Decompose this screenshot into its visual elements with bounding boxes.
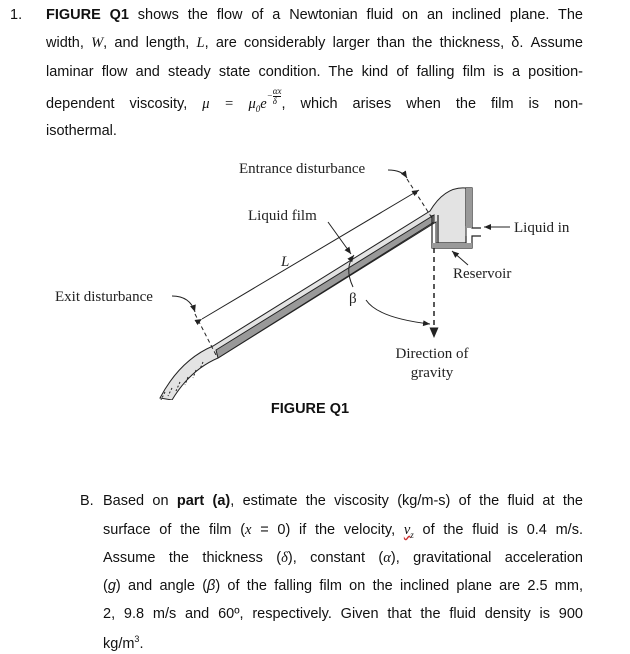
part-ref: part (a) bbox=[176, 493, 231, 509]
text: ( bbox=[103, 578, 108, 594]
question-line-5: isothermal. bbox=[46, 123, 117, 139]
text: Assume the thickness ( bbox=[103, 550, 282, 566]
var-g: g bbox=[107, 578, 116, 594]
text: Based on bbox=[103, 493, 177, 509]
question-number: 1. bbox=[10, 7, 23, 23]
part-b-line-6 bbox=[103, 634, 583, 652]
superscript: 3 bbox=[134, 634, 140, 644]
text: shows the flow of a Newtonian fluid on an inclined plane. The bbox=[128, 7, 583, 23]
part-b-line-2 bbox=[103, 522, 583, 540]
v: v bbox=[403, 522, 411, 538]
exp-sign: − bbox=[266, 90, 273, 101]
text: = 0) if the velocity, bbox=[251, 522, 404, 538]
figure-ref: FIGURE Q1 bbox=[46, 7, 129, 23]
text: surface of the film ( bbox=[103, 522, 246, 538]
exit-leader bbox=[172, 296, 195, 312]
exp-den: δ bbox=[272, 96, 277, 106]
text: dependent viscosity, bbox=[46, 95, 203, 112]
text: ) and angle ( bbox=[115, 578, 208, 594]
label-length: L bbox=[281, 254, 290, 270]
z: z bbox=[410, 529, 414, 540]
text: , which arises when the film is non- bbox=[281, 95, 583, 112]
part-b-line-1 bbox=[103, 493, 583, 509]
var-l: L bbox=[196, 35, 205, 51]
part-b-line-3 bbox=[103, 550, 583, 567]
entrance-leader bbox=[388, 170, 407, 178]
label-beta: β bbox=[349, 291, 357, 307]
figure-caption: FIGURE Q1 bbox=[270, 401, 350, 417]
text: ), constant ( bbox=[287, 550, 384, 566]
reservoir-side bbox=[466, 188, 472, 228]
formula-e: e bbox=[260, 95, 267, 112]
exp-num: αx bbox=[272, 86, 282, 96]
formula-lhs: μ = μ bbox=[202, 95, 256, 112]
label-liquid-in: Liquid in bbox=[514, 220, 570, 236]
part-b-line-4 bbox=[103, 578, 583, 594]
label-liquid-film: Liquid film bbox=[248, 208, 317, 224]
text: . bbox=[139, 635, 144, 652]
text: ) of the falling film on the inclined plane are 2.5 mm, bbox=[215, 578, 583, 594]
text: width, bbox=[46, 35, 92, 51]
text: , and length, bbox=[103, 35, 197, 51]
text: kg/m bbox=[103, 635, 135, 652]
liquid-film-leader bbox=[328, 222, 351, 254]
inclined-plate bbox=[216, 215, 434, 358]
text: ), gravitational acceleration bbox=[390, 550, 583, 566]
question-line-3: laminar flow and steady state condition. The kind of falling film is a position- bbox=[46, 64, 583, 80]
var-delta: δ bbox=[281, 550, 288, 566]
text: of the fluid is 0.4 m/s. bbox=[413, 522, 583, 538]
label-gravity-2: gravity bbox=[410, 365, 454, 381]
label-entrance-disturbance: Entrance disturbance bbox=[239, 161, 366, 177]
label-gravity-1: Direction of bbox=[395, 346, 469, 362]
reservoir-leader bbox=[452, 251, 468, 265]
text: , are considerably larger than the thickness, δ. Assume bbox=[204, 35, 583, 51]
formula-sub: 0 bbox=[255, 103, 261, 114]
label-reservoir: Reservoir bbox=[453, 266, 512, 282]
var-beta: β bbox=[207, 578, 216, 594]
var-x: x bbox=[245, 522, 252, 538]
var-alpha: α bbox=[383, 550, 391, 566]
var-w: W bbox=[91, 35, 104, 51]
reservoir-base bbox=[432, 243, 472, 248]
part-b-line-5: 2, 9.8 m/s and 60º, respectively. Given that the fluid density is 900 bbox=[103, 606, 583, 622]
var-vz bbox=[404, 522, 414, 538]
text: , estimate the viscosity (kg/m-s) of the fluid at the bbox=[230, 493, 583, 509]
part-b-label: B. bbox=[80, 493, 94, 509]
label-exit-disturbance: Exit disturbance bbox=[55, 289, 153, 305]
beta-arc-lower bbox=[366, 300, 430, 324]
